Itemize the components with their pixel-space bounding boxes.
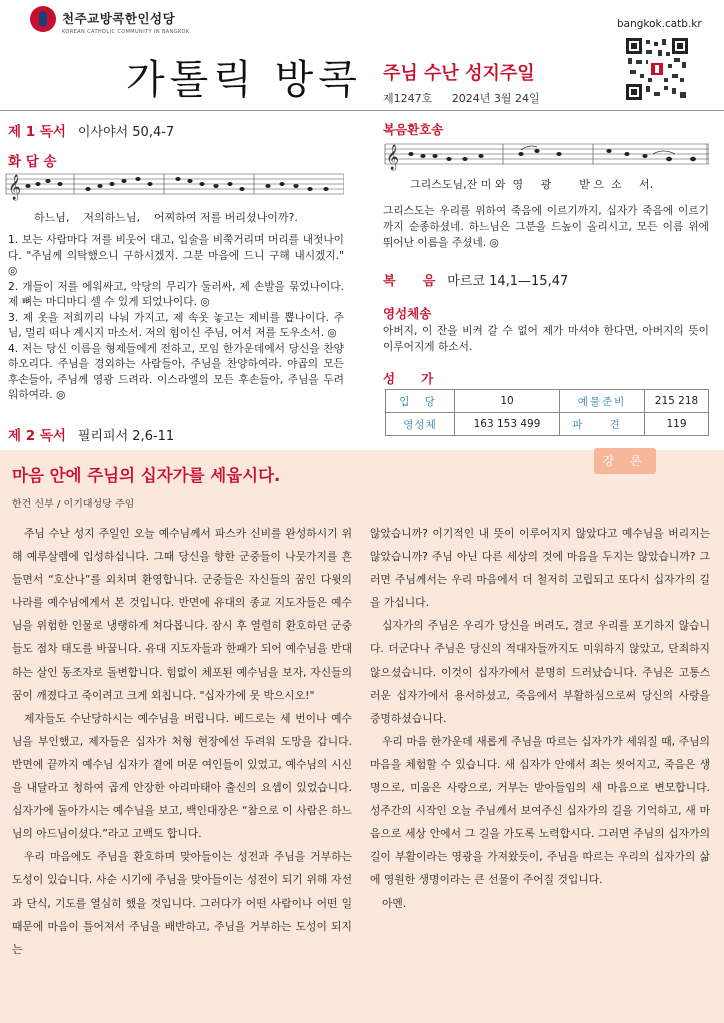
gospel-label: 복 음 [383, 274, 436, 289]
acclamation-label: 복음환호송 [383, 122, 444, 137]
psalm-verse: 1. 보는 사람마다 저를 비웃어 대고, 입술을 비쭉거리며 머리를 내젓나이다. "주님께 의탁했으니 구하시겠지. 그분 마음에 드니 구해 내시겠지." ◎ [8, 233, 344, 277]
org-subtitle: KOREAN CATHOLIC COMMUNITY IN BANGKOK [62, 29, 190, 35]
issue-number: 제1247호 [383, 92, 433, 105]
psalm-label: 화 답 송 [8, 154, 57, 170]
liturgical-day: 주님 수난 성지주일 [383, 63, 535, 84]
issue-info [383, 90, 540, 106]
bulletin-title: 가톨릭 방콕 [126, 57, 362, 103]
sermon-paragraph: 아멘. [382, 896, 407, 910]
qr-code-icon[interactable] [624, 36, 690, 102]
sermon-paragraph: 않았습니까? 이기적인 내 뜻이 이루어지지 않았다고 예수님을 버리지는 않았습니까? 주님 아닌 다른 세상의 것에 마음을 두지는 않았습니까? 그러면 주님께서는 우리 마음에서 더 철저히 고립되고 또다시 십자가의 길을 가십니다. [370, 527, 710, 610]
org-name: 천주교방콕한인성당 [62, 11, 176, 26]
communion-text: 아버지, 이 잔을 비켜 갈 수 없어 제가 마셔야 한다면, 아버지의 뜻이 이루어지게 하소서. [383, 324, 709, 353]
sermon-badge: 강 론 [594, 448, 656, 474]
first-reading-ref: 이사야서 50,4-7 [77, 125, 175, 140]
acclamation-text: 그리스도는 우리를 위하여 죽음에 이르기까지, 십자가 죽음에 이르기까지 순종하셨네. 하느님은 그분을 드높이 올리시고, 모든 이름 위에 뛰어난 이름을 주셨네. ◎ [383, 204, 709, 249]
hymn-number: 163 153 499 [455, 413, 560, 436]
hymn-label: 예물준비 [560, 390, 645, 413]
hymn-number: 119 [645, 413, 709, 436]
hymn-number: 215 218 [645, 390, 709, 413]
gospel [383, 270, 568, 289]
psalm-verses [8, 232, 344, 403]
sermon-column-right [370, 522, 710, 915]
acclamation-music-staff [383, 138, 709, 178]
first-reading [8, 120, 174, 140]
psalm-verse: 3. 제 옷을 저희끼리 나눠 가지고, 제 속옷 놓고는 제비를 뽑나이다. 주님, 멀리 떠나 계시지 마소서. 저의 힘이신 주님, 어서 저를 도우소서. ◎ [8, 310, 344, 339]
second-reading [8, 424, 174, 444]
sermon-paragraph: 십자가의 주님은 우리가 당신을 버려도, 결코 우리를 포기하지 않습니다. 더군다나 주님은 당신의 적대자들까지도 미워하지 않았고, 단죄하지 않으셨습니다. 이것이 십자가에서 분명히 드러났습니다. 주님은 고통스러운 십자가에서 용서하셨고, 죽음에서 부활하심으로써 당신의 사랑을 증명하셨습니다. [370, 619, 710, 725]
website-link[interactable]: bangkok.catb.kr [617, 18, 702, 30]
sermon-title: 마음 안에 주님의 십자가를 세웁시다. [12, 466, 281, 485]
psalm-music-staff [4, 168, 344, 208]
table-row [386, 390, 709, 413]
hymn-table [385, 389, 709, 436]
second-reading-ref: 필리피서 2,6-11 [77, 429, 175, 444]
first-reading-label: 제 1 독서 [8, 124, 66, 140]
gospel-ref: 마르코 14,1—15,47 [447, 274, 569, 289]
hymn-label: 파 견 [560, 413, 645, 436]
sermon-paragraph: 우리 마음에도 주님을 환호하며 맞아들이는 성전과 주님을 거부하는 도성이 있습니다. 사순 시기에 주님을 맞아들이는 성전이 되기 위해 자선과 단식, 기도를 열심히 했을 것입니다. 그러다가 어떤 사람이나 어떤 일 때문에 마음이 틀어져서 주님을 배반하고, 주님을 거부하는 도성이 되지는 [12, 850, 352, 956]
second-reading-label: 제 2 독서 [8, 428, 66, 444]
svg-text:𝄞: 𝄞 [386, 145, 400, 170]
church-emblem-icon [30, 6, 56, 32]
psalm-verse: 4. 저는 당신 이름을 형제들에게 전하고, 모임 한가운데에서 당신을 찬양하오리다. 주님을 경외하는 사람들아, 주님을 찬양하여라. 야곱의 모든 후손들아, 주님께 영광 드려라. 이스라엘의 모든 후손들아, 주님을 두려워하여라. ◎ [8, 341, 344, 401]
hymn-label: 입 당 [386, 390, 455, 413]
svg-text:𝄞: 𝄞 [8, 175, 22, 200]
church-logo[interactable] [30, 6, 189, 35]
sermon-column-left [12, 522, 352, 961]
header-divider [0, 110, 724, 111]
table-row [386, 413, 709, 436]
sermon-paragraph: 제자들도 수난당하시는 예수님을 버립니다. 베드로는 세 번이나 예수님을 부인했고, 제자들은 십자가 처형 현장에선 두려워 도망을 갑니다. 반면에 끝까지 예수님 십자가 곁에 머문 여인들이 있었고, 예수님의 시신을 내달라고 청하여 곱게 안장한 아리마태아 출신의 요셉이 있었습니다. 십자가에 돌아가시는 예수님을 보고, 백인대장은 “참으로 이 사람은 하느님의 아드님이셨다.”라고 고백도 합니다. [12, 711, 352, 841]
sermon-author: 한건 신부 / 이기대성당 주임 [12, 499, 135, 510]
hymns-label: 성 가 [383, 371, 434, 386]
hymn-label: 영성체 [386, 413, 455, 436]
psalm-verse: 2. 개들이 저를 에워싸고, 악당의 무리가 둘러싸, 제 손발을 묶었나이다. 제 뼈는 마디마디 셀 수 있게 되었나이다. ◎ [8, 279, 344, 308]
psalm-refrain: 하느님, 저의하느님, 어찌하여 저를 버리셨나이까?. [34, 211, 298, 224]
sermon-paragraph: 우리 마음 한가운데 새롭게 주님을 따르는 십자가가 세워질 때, 주님의 마음을 체험할 수 있습니다. 새 십자가 안에서 죄는 씻어지고, 죽음은 생명으로, 미움은 사랑으로, 거부는 받아들임의 새 마음으로 변모합니다. 성주간의 시작인 오늘 주님께서 보여주신 십자가의 길을 기억하고, 새 마음으로 세상 안에서 그 길을 가도록 노력합시다. 그러면 주님의 십자가의 길이 부활이라는 영광을 가져왔듯이, 주님을 따르는 우리의 십자가의 삶에 영원한 생명이라는 큰 선물이 주어질 것입니다. [370, 734, 710, 887]
communion-label: 영성체송 [383, 306, 432, 321]
hymn-number: 10 [455, 390, 560, 413]
issue-date: 2024년 3월 24일 [451, 92, 540, 105]
sermon-paragraph: 주님 수난 성지 주일인 오늘 예수님께서 파스카 신비를 완성하시기 위해 예루살렘에 입성하십니다. 그때 당신을 향한 군중들이 나뭇가지를 흔들면서 “호산나”를 외치며 환영합니다. 군중들은 자신들의 꿈인 다윗의 나라를 예수님에게서 본 것입니다. 반면에 유대의 종교 지도자들은 예수님을 위험한 인물로 냉랭하게 쳐다봅니다. 잠시 후 열렬히 환호하던 군중들도 점차 태도를 바꿉니다. 유대 지도자들과 한패가 되어 예수님을 반대하는 살인 동조자로 돌변합니다. 힘없이 체포된 예수님을 보자, 자신들의 꿈이 깨졌다고 죽이려고 크게 외칩니다. "십자가에 못 박으시오!" [12, 527, 352, 702]
acclamation-lyric: 그리스도님,잔 미 와 영 광 받 으 소 서. [410, 178, 654, 191]
